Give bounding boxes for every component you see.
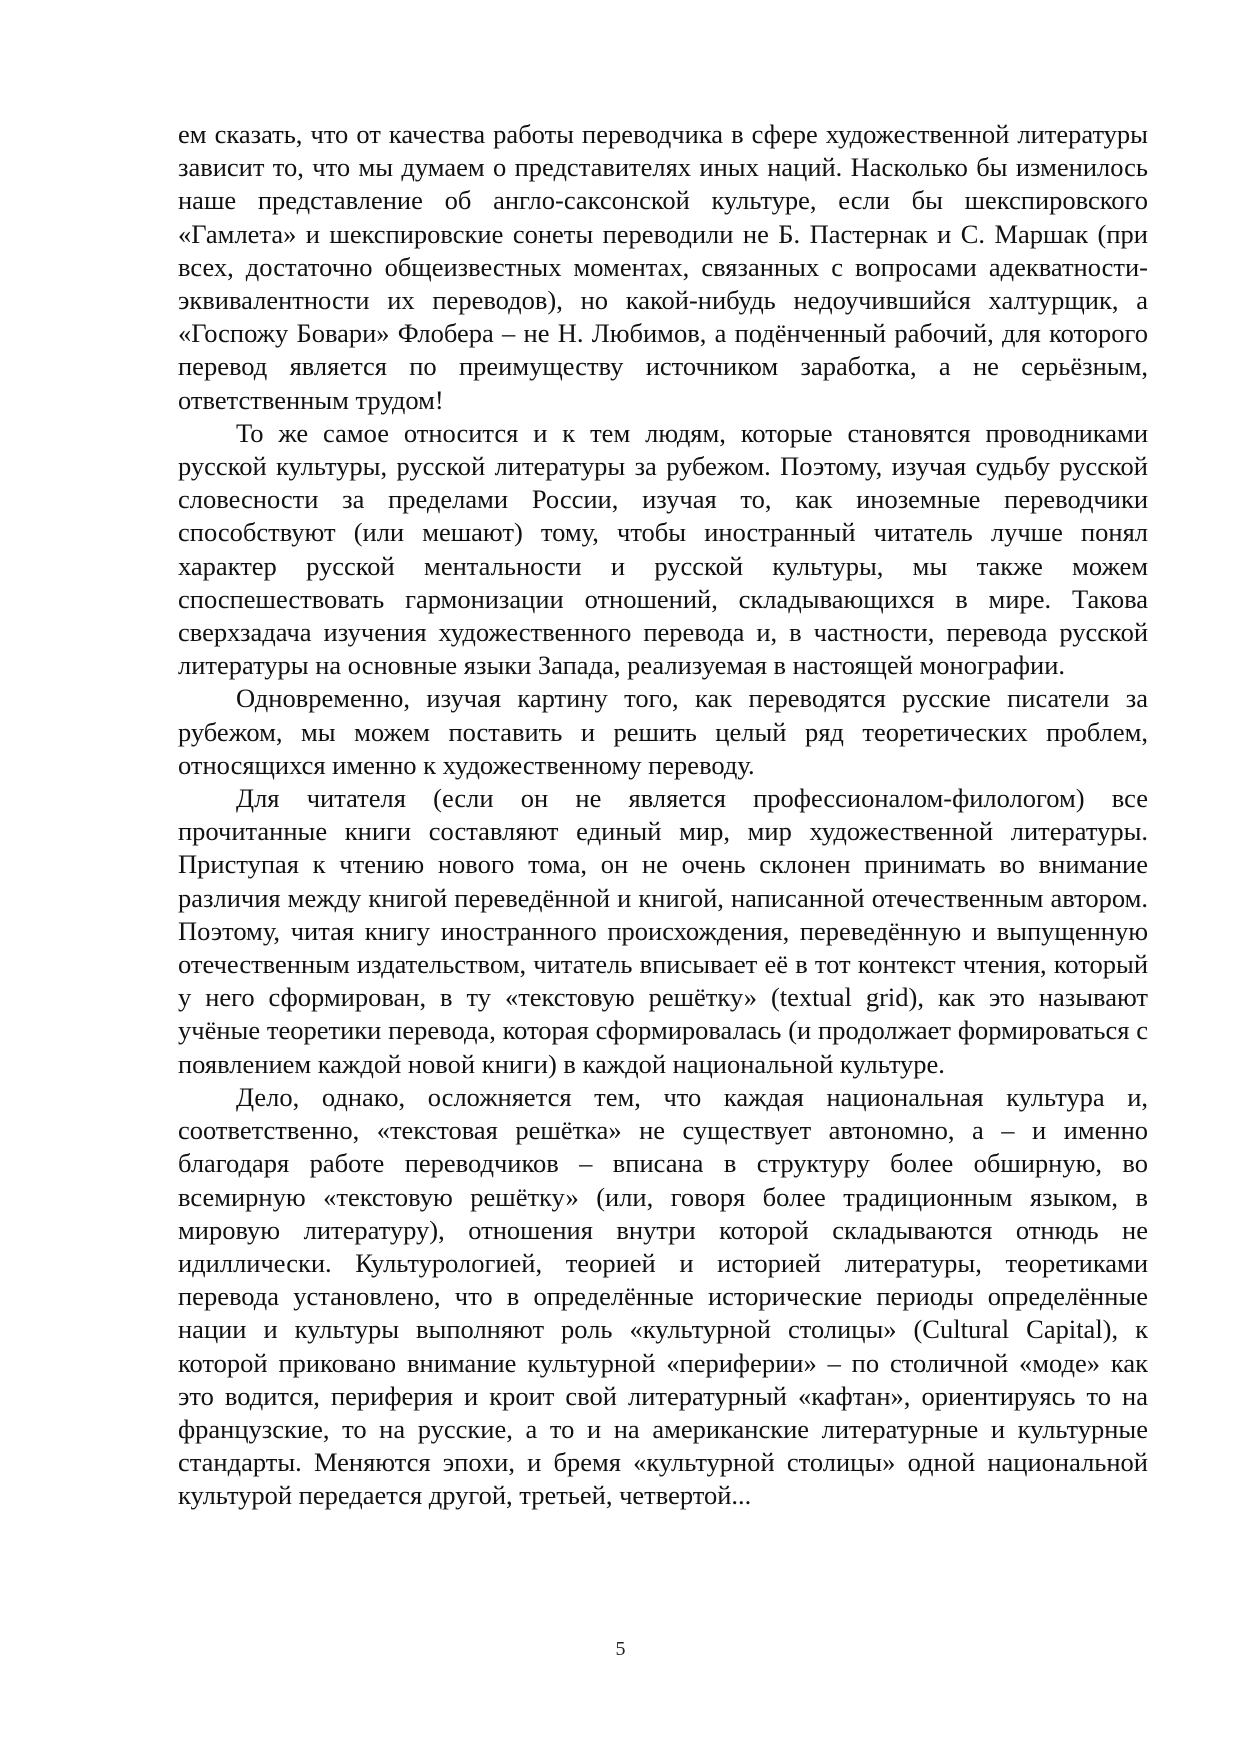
paragraph-4: Для читателя (если он не является профессионалом-филологом) все прочитанные книги составляют единый мир, мир художественной литературы. Приступая к чтению нового тома, он не очень склонен принимать во внимание различия между книгой переведённой и книгой, написанной отечественным автором. Поэтому, читая книгу иностранного происхождения, переведённую и выпущенную отечественным издательством, читатель вписывает её в тот контекст чтения, который у него сформирован, в ту «текстовую решётку» (textual grid), как это называют учёные теоретики перевода, которая сформировалась (и продолжает формироваться с появлением каждой новой книги) в каждой национальной культуре. <box>178 783 1148 1079</box>
body-text <box>178 118 1148 1513</box>
page-number: 5 <box>615 1638 626 1660</box>
paragraph-1: ем сказать, что от качества работы переводчика в сфере художественной литературы зависит то, что мы думаем о представителях иных наций. Насколько бы изменилось наше представление об англо-саксонской культуре, если бы шекспировского «Гамлета» и шекспировские сонеты переводили не Б. Пастернак и С. Маршак (при всех, достаточно общеизвестных моментах, связанных с вопросами адекватности-эквивалентности их переводов), но какой-нибудь недоучившийся халтурщик, а «Госпожу Бовари» Флобера – не Н. Любимов, а подёнченный рабочий, для которого перевод является по преимуществу источником заработка, а не серьёзным, ответственным трудом! <box>178 119 1148 415</box>
paragraph-5: Дело, однако, осложняется тем, что каждая национальная культура и, соответственно, «текстовая решётка» не существует автономно, а – и именно благодаря работе переводчиков – вписана в структуру более обширную, во всемирную «текстовую решётку» (или, говоря более традиционным языком, в мировую литературу), отношения внутри которой складываются отнюдь не идиллически. Культурологией, теорией и историей литературы, теоретиками перевода установлено, что в определённые исторические периоды определённые нации и культуры выполняют роль «культурной столицы» (Cultural Capital), к которой приковано внимание культурной «периферии» – по столичной «моде» как это водится, периферия и кроит свой литературный «кафтан», ориентируясь то на французские, то на русские, а то и на американские литературные и культурные стандарты. Меняются эпохи, и бремя «культурной столицы» одной национальной культурой передается другой, третьей, четвертой... <box>178 1081 1148 1511</box>
paragraph-2: То же самое относится и к тем людям, которые становятся проводниками русской культуры, русской литературы за рубежом. Поэтому, изучая судьбу русской словесности за пределами России, изучая то, как иноземные переводчики способствуют (или мешают) тому, чтобы иностранный читатель лучше понял характер русской ментальности и русской культуры, мы также можем споспешествовать гармонизации отношений, складывающихся в мире. Такова сверхзадача изучения художественного перевода и, в частности, перевода русской литературы на основные языки Запада, реализуемая в настоящей монографии. <box>178 417 1148 681</box>
paragraph-3: Одновременно, изучая картину того, как переводятся русские писатели за рубежом, мы можем поставить и решить целый ряд теоретических проблем, относящихся именно к художественному переводу. <box>178 683 1148 780</box>
